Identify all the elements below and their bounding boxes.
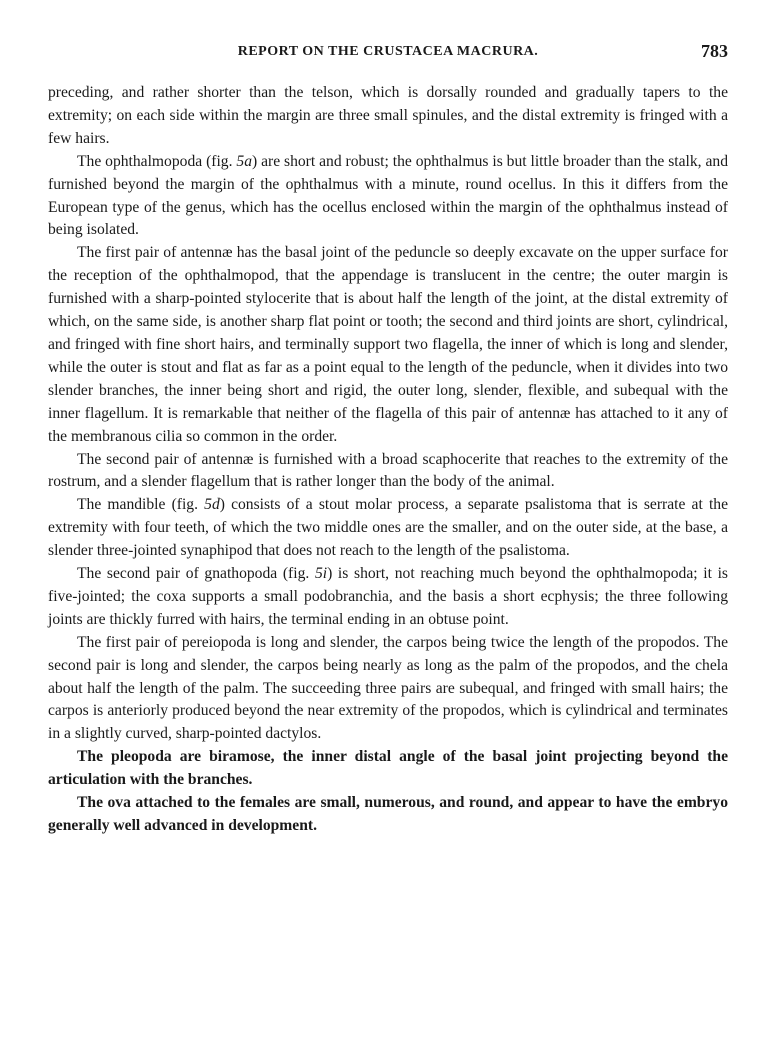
paragraph-mandible [48, 494, 728, 563]
paragraph-text: The second pair of gnathopoda (fig. [77, 565, 315, 583]
paragraph-text: The pleopoda are biramose, the inner distal angle of the basal joint projecting beyond the articulation with the branches. [48, 748, 728, 789]
paragraph-text: The first pair of antennæ has the basal joint of the peduncle so deeply excavate on the upper surface for the reception of the ophthalmopod, that the appendage is translucent in the centre; the outer margin is furnished with a sharp-pointed stylocerite that is about half the length of the joint, at the distal extremity of which, on the same side, is another sharp flat point or tooth; the second and third joints are short, cylindrical, and fringed with fine short hairs, and terminally support two flagella, the inner of which is long and slender, while the outer is stout and flat as far as a point equal to the length of the peduncle, when it divides into two slender branches, the inner being short and rigid, the outer long, slender, flexible, and subequal with the inner flagellum. It is remarkable that neither of the flagella of this pair of antennæ has attached to it any of the membranous cilia so common in the order. [48, 244, 728, 445]
figure-reference: 5d [204, 496, 220, 514]
paragraph-telson-continuation [48, 82, 728, 151]
body-text [48, 82, 728, 838]
paragraph-ova [48, 792, 728, 838]
paragraph-text: ) is short, not reaching much beyond the ophthalmopoda; it is five-jointed; the coxa supports a small podobranchia, and the basis a short ecphysis; the three following joints are thickly furred with hairs, the terminal ending in an obtuse point. [48, 565, 729, 628]
paragraph-pleopoda [48, 746, 728, 792]
paragraph-text: The second pair of antennæ is furnished with a broad scaphocerite that reaches to the extremity of the rostrum, and a slender flagellum that is rather longer than the body of the animal. [48, 450, 728, 491]
paragraph-text: ) are short and robust; the ophthalmus is but little broader than the stalk, and furnished beyond the margin of the ophthalmus with a minute, round ocellus. In this it differs from the European type of the genus, which has the ocellus enclosed within the margin of the ophthalmus instead of being isolated. [48, 152, 728, 239]
paragraph-second-antennae [48, 449, 728, 495]
paragraph-text: preceding, and rather shorter than the telson, which is dorsally rounded and gradually tapers to the extremity; on each side within the margin are three small spinules, and the distal extremity is fringed with a few hairs. [48, 84, 728, 147]
paragraph-pereiopoda [48, 632, 728, 747]
paragraph-text: The ophthalmopoda (fig. [77, 152, 237, 170]
paragraph-text: The ova attached to the females are small, numerous, and round, and appear to have the embryo generally well advanced in development. [48, 794, 728, 834]
paragraph-text: The first pair of pereiopoda is long and slender, the carpos being twice the length of the propodos. The second pair is long and slender, the carpos being nearly as long as the palm of the propodos, and the chela about half the length of the palm. The succeeding three pairs are subequal, and fringed with small hairs; the carpos is anteriorly produced beyond the near extremity of the propodos, which is cylindrical and terminates in a slightly curved, sharp-pointed dactylos. [48, 633, 728, 743]
paragraph-first-antennae [48, 242, 728, 448]
figure-reference: 5i [314, 565, 328, 583]
page-number: 783 [701, 41, 728, 61]
running-head [48, 41, 728, 68]
paragraph-text: The mandible (fig. [77, 496, 205, 514]
paragraph-gnathopoda [48, 563, 728, 632]
paragraph-ophthalmopoda [48, 151, 728, 243]
paragraph-text: ) consists of a stout molar process, a separate psalistoma that is serrate at the extremity with four teeth, of which the two middle ones are the smaller, and on the outer side, at the base, a slender three-jointed synaphipod that does not reach to the length of the psalistoma. [48, 496, 728, 560]
figure-reference: 5a [236, 152, 252, 170]
running-title: REPORT ON THE CRUSTACEA MACRURA. [237, 44, 539, 59]
